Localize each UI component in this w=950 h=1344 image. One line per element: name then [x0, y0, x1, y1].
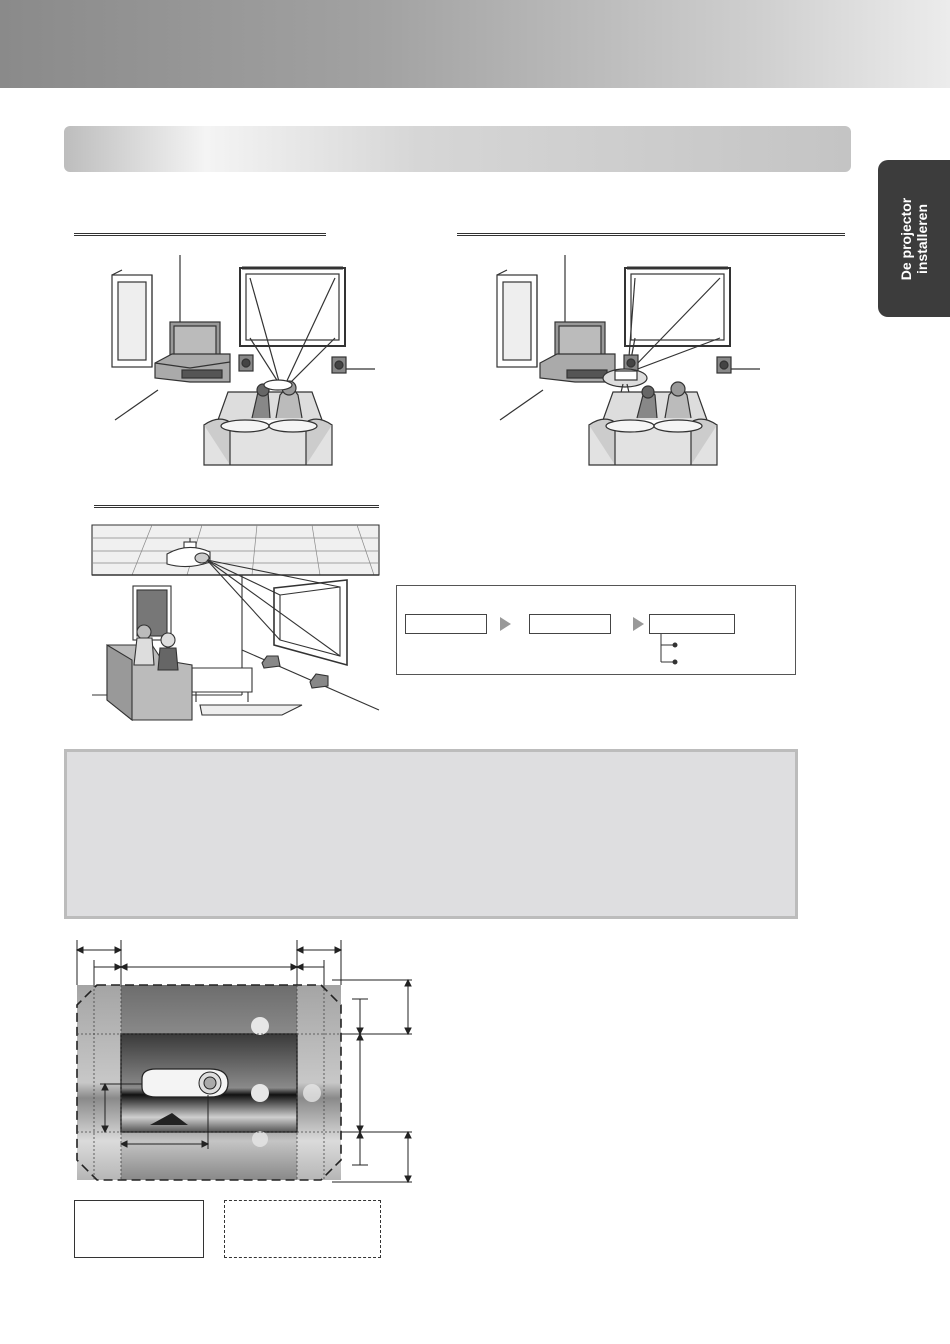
flow-arrow-2 — [633, 617, 644, 631]
front-projection-table-illustration — [100, 250, 390, 475]
legend-box-dashed — [224, 1200, 381, 1258]
flow-arrow-1 — [500, 617, 511, 631]
lens-shift-diagram — [60, 935, 420, 1195]
section-heading-bar — [64, 126, 851, 172]
sidebar-tab-label: De projector installeren — [898, 197, 930, 280]
page-header-band — [0, 0, 950, 88]
flow-step-3 — [649, 614, 735, 634]
flow-branch-lines — [657, 634, 687, 668]
flow-step-2 — [529, 614, 611, 634]
heading-rule-2 — [457, 233, 845, 236]
procedure-flow-box — [396, 585, 796, 675]
front-projection-floor-illustration — [485, 250, 775, 475]
heading-rule-3 — [94, 505, 379, 508]
heading-rule-1 — [74, 233, 326, 236]
sidebar-tab-installation[interactable] — [878, 160, 950, 317]
flow-step-1 — [405, 614, 487, 634]
note-box — [64, 749, 798, 919]
ceiling-mount-illustration — [92, 520, 382, 720]
legend-box-solid — [74, 1200, 204, 1258]
